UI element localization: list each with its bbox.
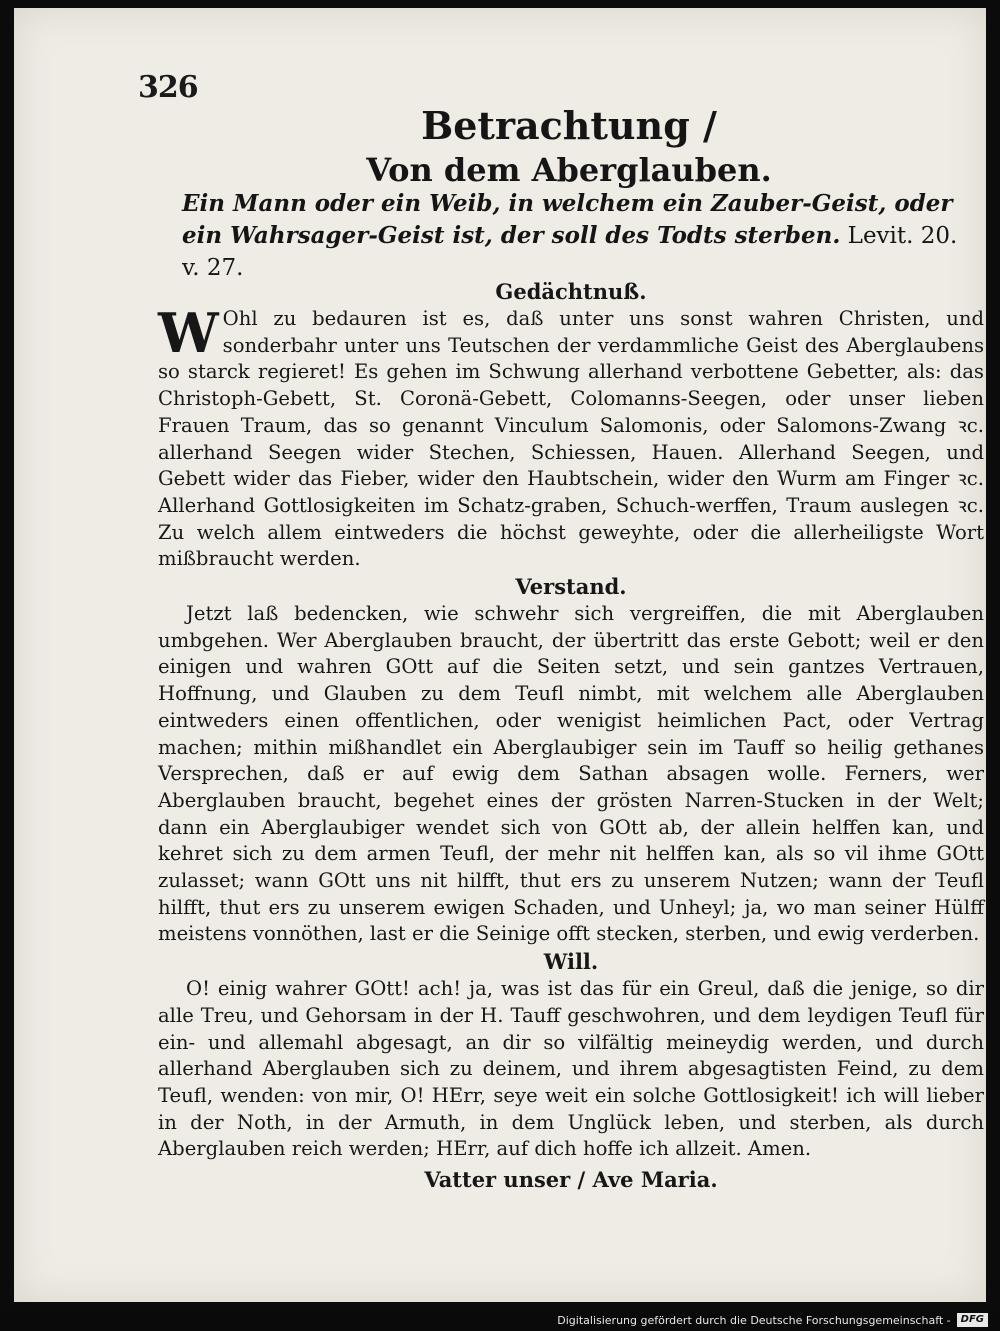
body-text <box>158 278 984 1194</box>
chapter-title: Betrachtung / <box>421 103 717 148</box>
verse-reference: Levit. 20. v. 27. <box>182 223 958 281</box>
section-heading-verstand: Verstand. <box>515 574 627 600</box>
digitization-footer <box>557 1312 988 1328</box>
verse-quote: Ein Mann oder ein Weib, in welchem ein Zauber-Geist, oder ein Wahrsager-Geist ist, der soll des Todts sterben. <box>182 190 953 249</box>
chapter-header <box>144 104 994 190</box>
paragraph-text: Ohl zu bedauren ist es, daß unter uns sonst wahren Christen, und sonderbahr unter uns Teutschen der verdammliche Geist des Aberglaubens so starck regieret! Es gehen im Schwung allerhand verbottene Gebetter, als: das Christoph-Gebett, St. Coronä-Gebett, Colomanns-Seegen, oder unser lieben Frauen Traum, das so genannt Vinculum Salomonis, oder Salomons-Zwang ꝛc. allerhand Seegen wider Stechen, Schiessen, Hauen. Allerhand Seegen, und Gebett wider das Fieber, wider den Haubtschein, wider den Wurm am Finger ꝛc. Allerhand Gottlosigkeiten im Schatz-graben, Schuch-werffen, Traum auslegen ꝛc. Zu welch allem eintweders die höchst geweyhte, oder die allerheiligste Wort mißbraucht werden. <box>158 307 984 571</box>
section-text-verstand: Jetzt laß bedencken, wie schwehr sich vergreiffen, die mit Aberglauben umbgehen. Wer Aberglauben braucht, der übertritt das erste Gebott; weil er den einigen und wahren GOtt auf die Seiten setzt, und sein gantzes Vertrauen, Hoffnung, und Glauben zu dem Teufl nimbt, mit welchem alle Aberglauben eintweders einen offentlichen, oder wenigist heimlichen Pact, oder Vertrag machen; mithin mißhandlet ein Aberglaubiger sein im Tauff so heilig gethanes Versprechen, daß er auf ewig dem Sathan absagen wolle. Ferners, wer Aberglauben braucht, begehet eines der grösten Narren-Stucken in der Welt; dann ein Aberglaubiger wendet sich von GOtt ab, der allein helffen kan, und kehret sich zu dem armen Teufl, der mehr nit helffen kan, als so vil ihme GOtt zulasset; wann GOtt uns nit hilfft, thut ers zu unserem Nutzen; wann der Teufl hilfft, thut ers zu unserem ewigen Schaden, und Unheyl; ja, wo man seiner Hülff meistens vonnöthen, last er die Seinige offt stecken, sterben, und ewig verderben. <box>158 602 984 946</box>
section-heading-will: Will. <box>543 949 599 975</box>
section-text-will: O! einig wahrer GOtt! ach! ja, was ist das für ein Greul, daß die jenige, so dir alle Treu, und Gehorsam in der H. Tauff geschwohren, und dem leydigen Teufl für ein- und allemahl abgesagt, an dir so vilfältig meineydig werden, und durch allerhand Aberglauben sich zu deinem, und ihrem abgesagtisten Feind, zu dem Teufl, wenden: von mir, O! HErr, seye weit ein solche Gottlosigkeit! ich will lieber in der Noth, in der Armuth, in dem Unglück leben, und sterben, als durch Aberglauben reich werden; HErr, auf dich hoffe ich allzeit. Amen. <box>158 977 984 1161</box>
section-text-gedaechtnuss <box>158 301 984 573</box>
scripture-verse <box>182 188 982 284</box>
page-number: 326 <box>138 70 198 105</box>
drop-cap: W <box>158 301 219 365</box>
section-heading-gedaechtnuss: Gedächtnuß. <box>495 279 647 304</box>
closing-prayer: Vatter unser / Ave Maria. <box>424 1167 718 1193</box>
footer-credit: Digitalisierung gefördert durch die Deutsche Forschungsgemeinschaft - <box>557 1313 951 1327</box>
dfg-logo-icon: DFG <box>957 1313 988 1327</box>
book-page <box>14 8 986 1302</box>
chapter-subtitle: Von dem Aberglauben. <box>366 151 772 189</box>
